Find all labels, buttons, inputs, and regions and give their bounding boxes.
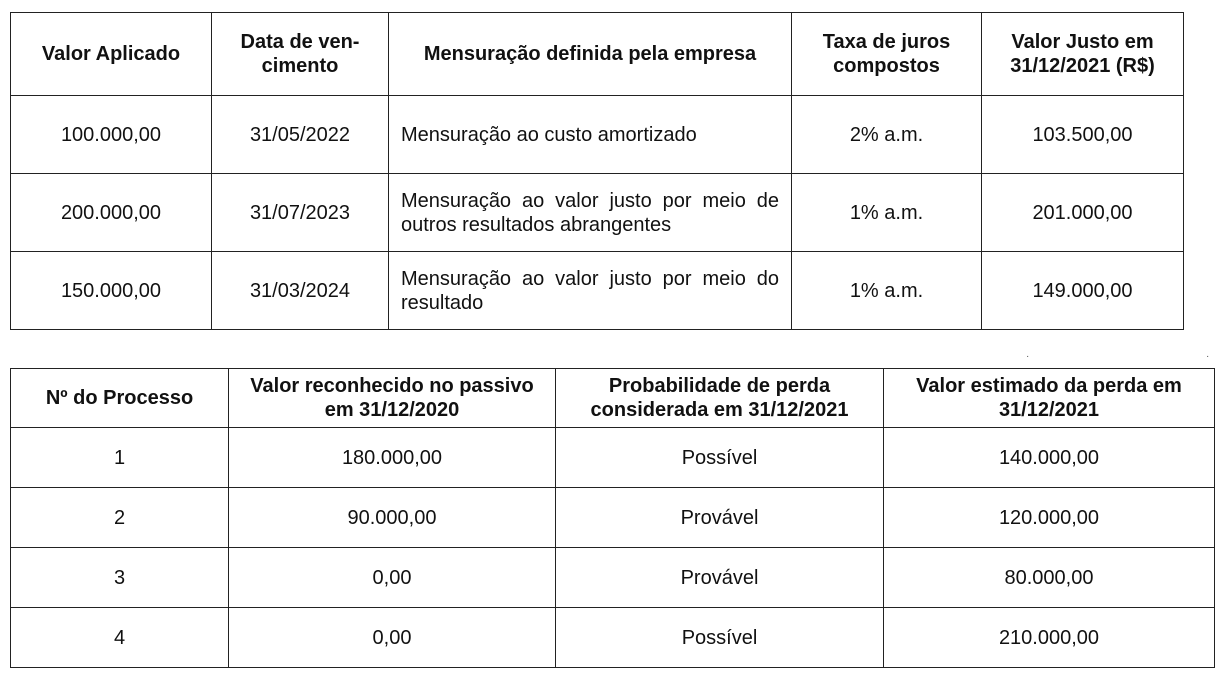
header-taxa-juros: Taxa de juros compostos: [792, 13, 982, 96]
table-row: [11, 252, 1184, 330]
cell-data-vencimento: 31/05/2022: [212, 96, 389, 174]
cell-valor-aplicado: 200.000,00: [11, 174, 212, 252]
header-probabilidade-perda: Probabilidade de perda considerada em 31/12/2021: [556, 369, 884, 428]
cell-valor-justo: 201.000,00: [982, 174, 1184, 252]
scan-artifact-dot: ·: [1026, 351, 1030, 362]
header-valor-estimado: Valor estimado da perda em 31/12/2021: [884, 369, 1215, 428]
table-row: [11, 174, 1184, 252]
cell-data-vencimento: 31/03/2024: [212, 252, 389, 330]
cell-taxa-juros: 1% a.m.: [792, 252, 982, 330]
cell-numero-processo: 2: [11, 488, 229, 548]
cell-valor-justo: 149.000,00: [982, 252, 1184, 330]
cell-taxa-juros: 2% a.m.: [792, 96, 982, 174]
cell-mensuracao: Mensuração ao valor justo por meio do resultado: [389, 252, 792, 330]
table-row: [11, 488, 1215, 548]
lawsuits-table: [10, 368, 1215, 668]
cell-valor-estimado: 140.000,00: [884, 428, 1215, 488]
cell-mensuracao: Mensuração ao valor justo por meio de outros resultados abrangentes: [389, 174, 792, 252]
table-row: [11, 548, 1215, 608]
cell-numero-processo: 3: [11, 548, 229, 608]
cell-valor-aplicado: 150.000,00: [11, 252, 212, 330]
cell-valor-reconhecido: 90.000,00: [229, 488, 556, 548]
cell-valor-reconhecido: 0,00: [229, 608, 556, 668]
cell-mensuracao: Mensuração ao custo amortizado: [389, 96, 792, 174]
cell-probabilidade: Possível: [556, 428, 884, 488]
cell-valor-estimado: 80.000,00: [884, 548, 1215, 608]
cell-numero-processo: 1: [11, 428, 229, 488]
cell-valor-reconhecido: 180.000,00: [229, 428, 556, 488]
cell-probabilidade: Provável: [556, 488, 884, 548]
investments-table: [10, 12, 1184, 330]
scan-artifact-dot: ·: [1206, 351, 1210, 362]
cell-probabilidade: Possível: [556, 608, 884, 668]
cell-probabilidade: Provável: [556, 548, 884, 608]
header-data-vencimento-text: Data de ven- cimento: [240, 31, 360, 77]
table-row: [11, 96, 1184, 174]
cell-valor-justo: 103.500,00: [982, 96, 1184, 174]
cell-valor-estimado: 120.000,00: [884, 488, 1215, 548]
cell-numero-processo: 4: [11, 608, 229, 668]
table-row: [11, 608, 1215, 668]
header-valor-aplicado: Valor Aplicado: [11, 13, 212, 96]
cell-taxa-juros: 1% a.m.: [792, 174, 982, 252]
table-header-row: [11, 369, 1215, 428]
cell-valor-reconhecido: 0,00: [229, 548, 556, 608]
table-header-row: [11, 13, 1184, 96]
header-valor-reconhecido: Valor reconhecido no passivo em 31/12/2020: [229, 369, 556, 428]
header-mensuracao: Mensuração definida pela empresa: [389, 13, 792, 96]
header-data-vencimento: [212, 13, 389, 96]
header-numero-processo: Nº do Processo: [11, 369, 229, 428]
cell-data-vencimento: 31/07/2023: [212, 174, 389, 252]
table-row: [11, 428, 1215, 488]
cell-valor-estimado: 210.000,00: [884, 608, 1215, 668]
cell-valor-aplicado: 100.000,00: [11, 96, 212, 174]
header-valor-justo: Valor Justo em 31/12/2021 (R$): [982, 13, 1184, 96]
